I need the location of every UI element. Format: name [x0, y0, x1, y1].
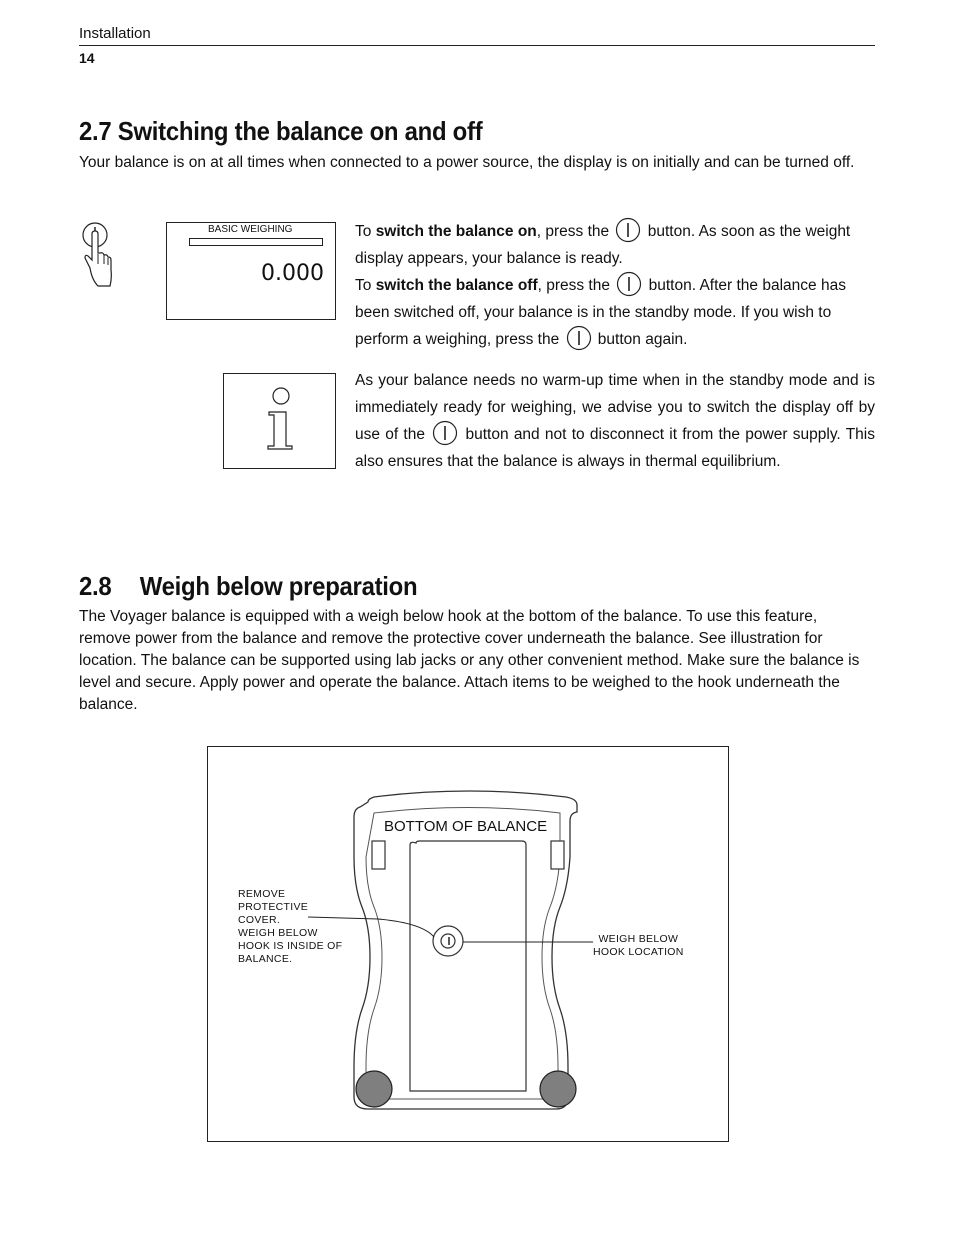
info-note-text-post: button and not to disconnect it from the power supply. This also ensures that the balance is always in thermal equilibrium.: [355, 426, 875, 470]
callout-line: HOOK IS INSIDE OF: [238, 940, 343, 952]
on-off-button-icon: [615, 217, 641, 243]
info-icon: [224, 374, 334, 467]
balance-display-illustration: [166, 222, 336, 320]
callout-line: HOOK LOCATION: [593, 946, 684, 958]
callout-line: WEIGH BELOW: [238, 927, 318, 939]
section-2-7-intro: Your balance is on at all times when connected to a power source, the display is on initially and can be turned off.: [79, 154, 855, 171]
callout-line: WEIGH BELOW: [598, 933, 679, 945]
info-note-text-pre: As your balance needs no warm-up time when in the standby mode and is immediately ready for weighing, we advise you to switch the display off by use of the: [355, 372, 875, 443]
switch-on-text-post: button. As soon as the weight display appears, your balance is ready.: [355, 223, 851, 267]
callout-line: COVER.: [238, 914, 281, 926]
on-off-button-icon: [566, 325, 592, 351]
switch-off-emphasis: switch the balance off: [375, 277, 538, 294]
display-mode-label: BASIC WEIGHING: [208, 224, 293, 235]
display-bargraph: [189, 238, 323, 246]
section-2-8-title: [79, 571, 417, 602]
switch-off-text-pre: To: [355, 277, 376, 294]
section-2-8-paragraph: The Voyager balance is equipped with a weigh below hook at the bottom of the balance. To use this feature, remove power from the balance and remove the protective cover underneath the balance. See illustration for location. The balance can be supported using lab jacks or any other convenient method. Make sure the balance is level and secure. Apply power and operate the balance. Attach items to be weighed to the hook underneath the balance.: [79, 608, 860, 713]
hook-location-callout: [593, 933, 684, 959]
pressing-hand-icon: [80, 220, 116, 290]
switch-on-emphasis: switch the balance on: [375, 223, 537, 240]
on-off-button-icon: [616, 271, 642, 297]
switch-off-text-post: button. After the balance has been switched off, your balance is in the standby mode. If you wish to perform a weighing, press the: [355, 277, 846, 348]
section-2-7-title: 2.7 Switching the balance on and off: [79, 116, 483, 146]
switch-on-paragraph: [355, 218, 875, 272]
bottom-of-balance-diagram: [207, 746, 729, 1142]
section-2-8-heading: Weigh below preparation: [139, 571, 418, 601]
callout-line: PROTECTIVE: [238, 901, 309, 913]
switch-off-paragraph: [355, 272, 875, 353]
switch-on-text-mid: , press the: [536, 223, 614, 240]
info-note-box: [223, 373, 336, 469]
page-number: 14: [79, 50, 95, 66]
diagram-title: BOTTOM OF BALANCE: [384, 818, 548, 835]
header-section-label: Installation: [79, 25, 151, 42]
display-weight-value: 0.000: [261, 261, 324, 286]
switch-off-text-mid: , press the: [537, 277, 615, 294]
on-off-button-icon: [432, 420, 458, 446]
info-note-paragraph: [355, 367, 875, 475]
remove-cover-callout: [238, 888, 342, 966]
switch-on-text-pre: To: [355, 223, 376, 240]
callout-line: BALANCE.: [238, 953, 293, 965]
callout-line: REMOVE: [238, 888, 286, 900]
header-rule: [79, 45, 875, 46]
switch-off-text-end: button again.: [593, 331, 688, 348]
section-2-8-number: 2.8: [79, 571, 112, 601]
